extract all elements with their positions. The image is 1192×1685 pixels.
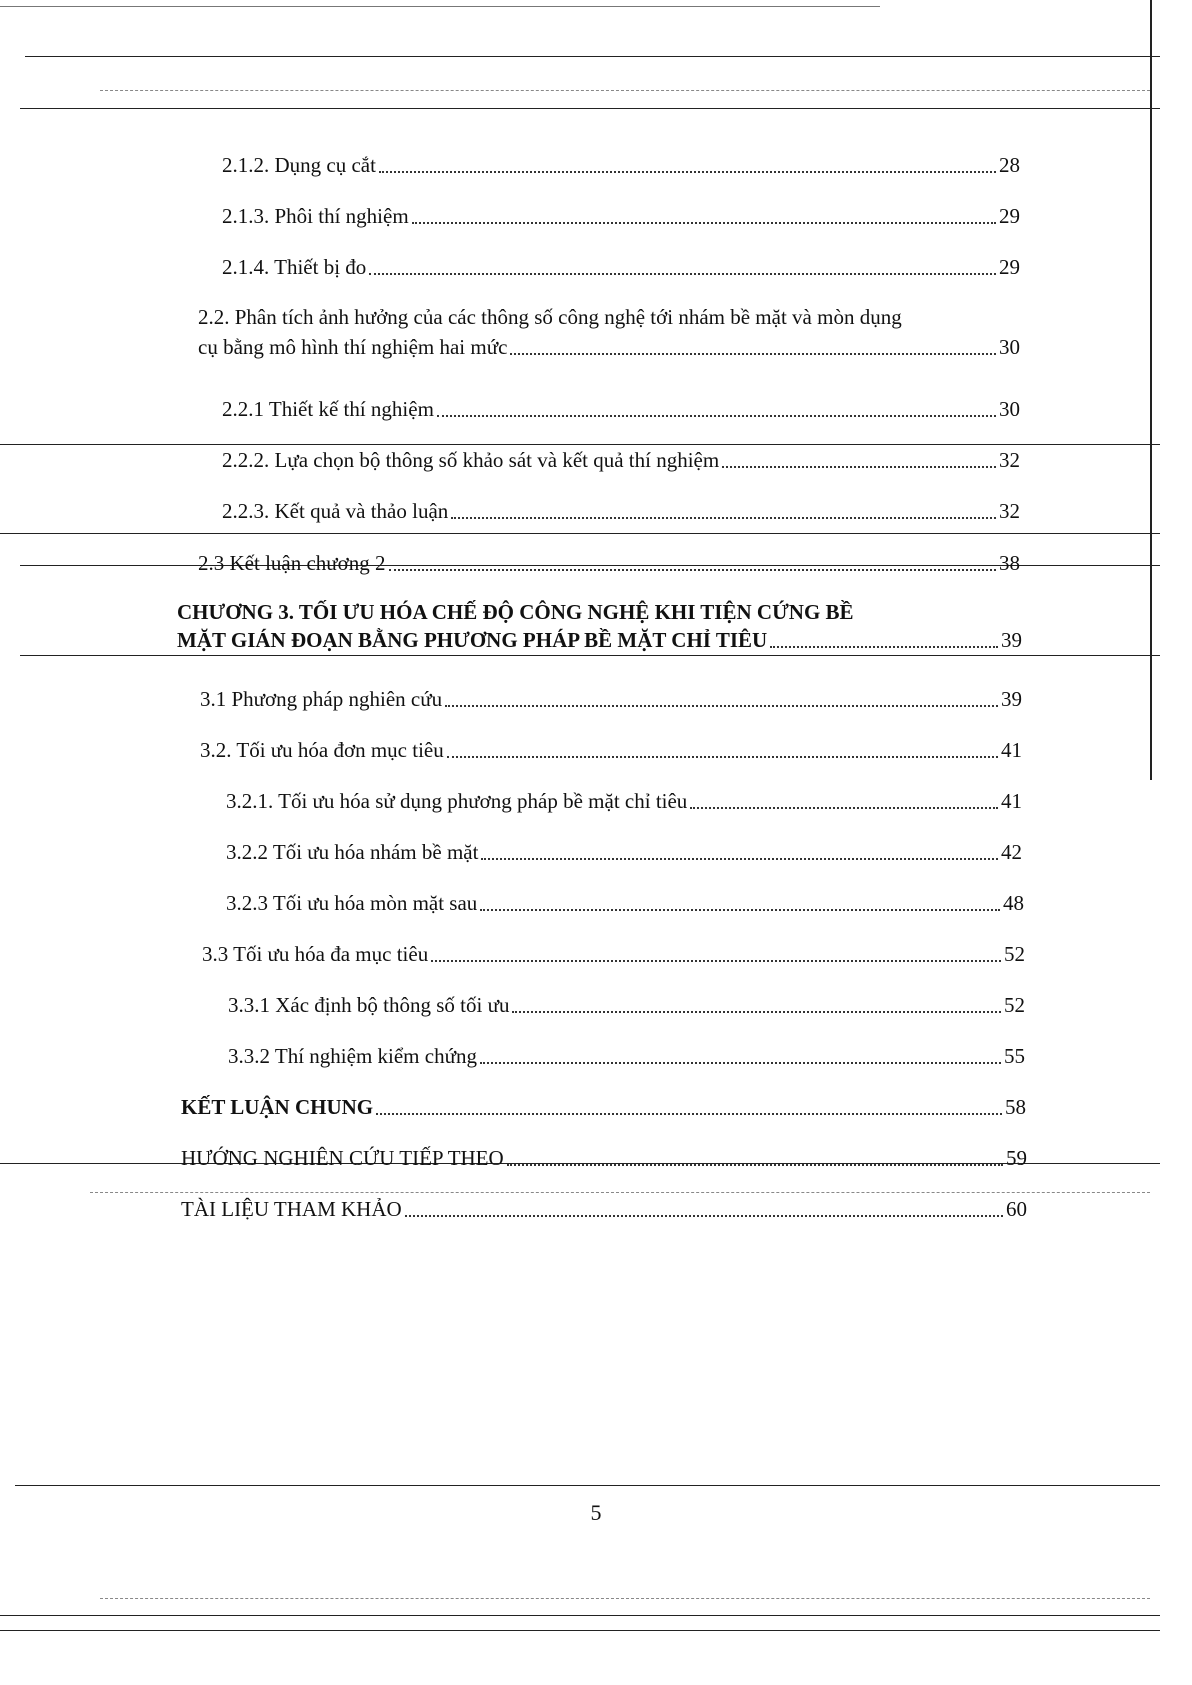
scan-rule [25,56,1160,57]
toc-entry[interactable] [222,397,1020,421]
toc-entry-title: 3.2.1. Tối ưu hóa sử dụng phương pháp bề mặt chỉ tiêu [226,789,688,813]
scan-rule [100,1598,1150,1599]
toc-entry[interactable] [202,942,1025,966]
toc-entry-title: 3.2.3 Tối ưu hóa mòn mặt sau [226,891,478,915]
toc-entry-title: 3.3 Tối ưu hóa đa mục tiêu [202,942,429,966]
toc-entry-page: 32 [999,448,1020,472]
dot-leader [770,645,998,648]
dot-leader [481,857,998,860]
toc-entry[interactable] [181,1197,1027,1221]
toc-entry-page: 48 [1003,891,1024,915]
toc-entry[interactable] [228,1044,1025,1068]
toc-entry-title-line1: CHƯƠNG 3. TỐI ƯU HÓA CHẾ ĐỘ CÔNG NGHỆ KHI TIỆN CỨNG BỀ [177,600,854,624]
toc-entry-page: 29 [999,255,1020,279]
toc-entry-title: 2.2.2. Lựa chọn bộ thông số khảo sát và kết quả thí nghiệm [222,448,720,472]
toc-entry-title-line2-row [177,628,1022,652]
toc-entry[interactable] [222,448,1020,472]
toc-entry-title-line1: 2.2. Phân tích ảnh hưởng của các thông số công nghệ tới nhám bề mặt và mòn dụng [198,305,902,329]
page-number: 5 [590,1500,602,1525]
toc-entry-title: 3.1 Phương pháp nghiên cứu [200,687,443,711]
toc-entry-title: 3.3.1 Xác định bộ thông số tối ưu [228,993,510,1017]
toc-entry[interactable] [222,255,1020,279]
dot-leader [369,272,996,275]
toc-entry-title-line2: MẶT GIÁN ĐOẠN BẰNG PHƯƠNG PHÁP BỀ MẶT CHỈ TIÊU [177,628,768,652]
toc-entry-page: 30 [999,397,1020,421]
toc-entry[interactable] [226,789,1022,813]
scan-rule [20,655,1160,656]
toc-entry[interactable] [222,499,1020,523]
dot-leader [376,1112,1002,1115]
toc-entry-page: 28 [999,153,1020,177]
dot-leader [451,516,996,519]
toc-entry[interactable] [228,993,1025,1017]
toc-entry-page: 58 [1005,1095,1026,1119]
toc-entry-title-line2: cụ bằng mô hình thí nghiệm hai mức [198,335,508,359]
dot-leader [507,1163,1003,1166]
toc-entry-title: 2.1.4. Thiết bị đo [222,255,367,279]
scan-rule [0,533,1160,534]
dot-leader [431,959,1001,962]
dot-leader [722,465,996,468]
toc-entry-page: 39 [1001,628,1022,652]
scan-rule [15,1485,1160,1486]
toc-entry[interactable] [177,600,1022,652]
toc-entry-title: 2.1.2. Dụng cụ cắt [222,153,376,177]
toc-entry-page: 30 [999,335,1020,359]
scan-edge [1150,0,1152,780]
toc-entry-page: 29 [999,204,1020,228]
dot-leader [437,414,996,417]
toc-entry-page: 60 [1006,1197,1027,1221]
toc-entry-page: 59 [1006,1146,1027,1170]
scan-rule [0,6,880,7]
scan-rule [0,1615,1160,1616]
dot-leader [480,1061,1001,1064]
dot-leader [379,170,996,173]
dot-leader [510,352,996,355]
scan-rule [90,1192,1150,1193]
toc-entry-title: 2.1.3. Phôi thí nghiệm [222,204,409,228]
toc-entry-page: 42 [1001,840,1022,864]
toc-entry-page: 52 [1004,942,1025,966]
scan-rule [0,444,1160,445]
dot-leader [405,1214,1003,1217]
toc-entry-page: 55 [1004,1044,1025,1068]
scan-rule [0,1630,1160,1631]
toc-entry-page: 41 [1001,738,1022,762]
toc-entry[interactable] [222,153,1020,177]
dot-leader [480,908,1000,911]
toc-entry[interactable] [200,738,1022,762]
toc-entry-title: 3.2.2 Tối ưu hóa nhám bề mặt [226,840,479,864]
toc-entry-title: 3.2. Tối ưu hóa đơn mục tiêu [200,738,444,762]
dot-leader [512,1010,1001,1013]
toc-entry-title: 2.2.1 Thiết kế thí nghiệm [222,397,434,421]
toc-entry-title-line2-row [198,335,1020,359]
scan-rule [20,108,1160,109]
toc-entry[interactable] [181,1146,1027,1170]
toc-entry[interactable] [226,891,1024,915]
toc-entry-page: 38 [999,551,1020,575]
toc-entry-page: 39 [1001,687,1022,711]
toc-entry[interactable] [198,551,1020,575]
toc-entry-page: 52 [1004,993,1025,1017]
toc-entry[interactable] [181,1095,1026,1119]
toc-entry[interactable] [222,204,1020,228]
toc-entry[interactable] [198,305,1020,359]
dot-leader [690,806,998,809]
toc-entry[interactable] [200,687,1022,711]
toc-entry-title: 2.2.3. Kết quả và thảo luận [222,499,449,523]
toc-entry-title: 2.3 Kết luận chương 2 [198,551,386,575]
dot-leader [445,704,998,707]
dot-leader [389,568,996,571]
toc-entry-title: 3.3.2 Thí nghiệm kiểm chứng [228,1044,477,1068]
toc-entry-title: HƯỚNG NGHIÊN CỨU TIẾP THEO [181,1146,504,1170]
dot-leader [447,755,998,758]
toc-entry-page: 32 [999,499,1020,523]
toc-entry-title: KẾT LUẬN CHUNG [181,1095,374,1119]
toc-entry[interactable] [226,840,1022,864]
toc-entry-title: TÀI LIỆU THAM KHẢO [181,1197,402,1221]
scan-rule [100,90,1150,91]
dot-leader [412,221,996,224]
toc-entry-page: 41 [1001,789,1022,813]
